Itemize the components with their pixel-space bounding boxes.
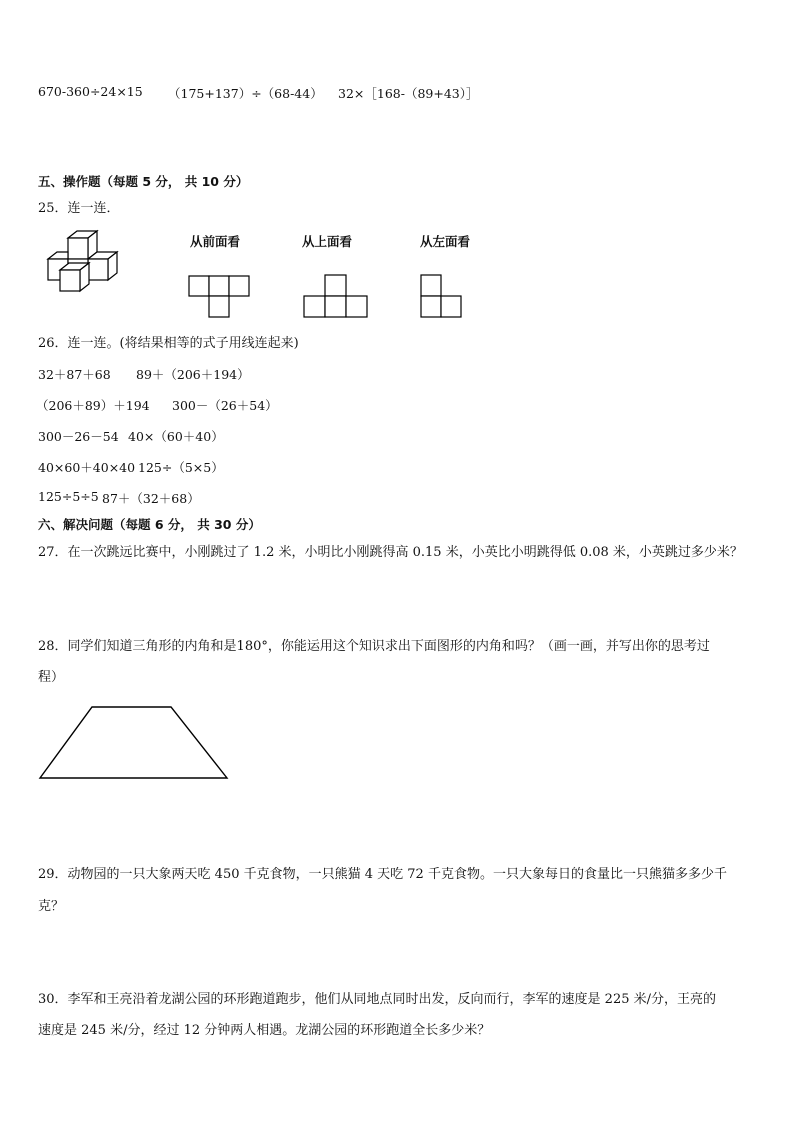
match-left-3: 300－26－54 (38, 429, 119, 444)
match-left-1: 32＋87＋68 (38, 367, 111, 382)
trapezoid-figure (38, 704, 230, 780)
expression-3: 32×［168-（89+43）］ (338, 86, 479, 101)
l-shape-view (420, 274, 466, 320)
match-right-2: 300－（26＋54） (172, 398, 278, 413)
label-left-view: 从左面看 (420, 234, 471, 249)
match-left-4: 40×60＋40×40 (38, 460, 136, 475)
question-27: 27．在一次跳远比赛中，小刚跳过了 1.2 米，小明比小刚跳得高 0.15 米，小英比小明跳得低 0.08 米，小英跳过多少米？ (38, 545, 743, 560)
question-25: 25．连一连． (38, 201, 120, 216)
match-left-2: （206＋89）＋194 (36, 398, 150, 413)
question-26: 26．连一连。(将结果相等的式子用线连起来) (38, 336, 299, 351)
match-right-1: 89＋（206＋194） (136, 367, 250, 382)
match-right-3: 40×（60＋40） (128, 429, 224, 444)
label-front-view: 从前面看 (190, 234, 241, 249)
match-left-5: 125÷5÷5 (38, 489, 99, 504)
question-28-line-2: 程） (38, 670, 65, 685)
section-5-title: 五、操作题（每题 5 分， 共 10 分） (38, 174, 249, 189)
question-29-line-1: 29．动物园的一只大象两天吃 450 千克食物，一只熊猫 4 天吃 72 千克食物。一只大象每日的食量比一只熊猫多多少千 (38, 867, 727, 882)
section-6-title: 六、解决问题（每题 6 分， 共 30 分） (38, 517, 261, 532)
expression-1: 670-360÷24×15 (38, 84, 143, 99)
question-28-line-1: 28．同学们知道三角形的内角和是180°，你能运用这个知识求出下面图形的内角和吗？（画一画，并写出你的思考过 (38, 639, 710, 654)
question-30-line-1: 30．李军和王亮沿着龙湖公园的环形跑道跑步，他们从同地点同时出发，反向而行，李军的速度是 225 米/分，王亮的 (38, 992, 717, 1007)
question-30-line-2: 速度是 245 米/分，经过 12 分钟两人相遇。龙湖公园的环形跑道全长多少米？ (38, 1023, 491, 1038)
label-top-view: 从上面看 (302, 234, 353, 249)
t-shape-view (188, 275, 252, 319)
match-right-4: 125÷（5×5） (138, 460, 224, 475)
expression-2: （175+137）÷（68-44） (168, 86, 323, 101)
cube-stack-figure (40, 228, 130, 300)
inverted-t-shape-view (303, 274, 369, 320)
match-right-5: 87＋（32＋68） (102, 491, 200, 506)
question-29-line-2: 克？ (38, 899, 65, 914)
